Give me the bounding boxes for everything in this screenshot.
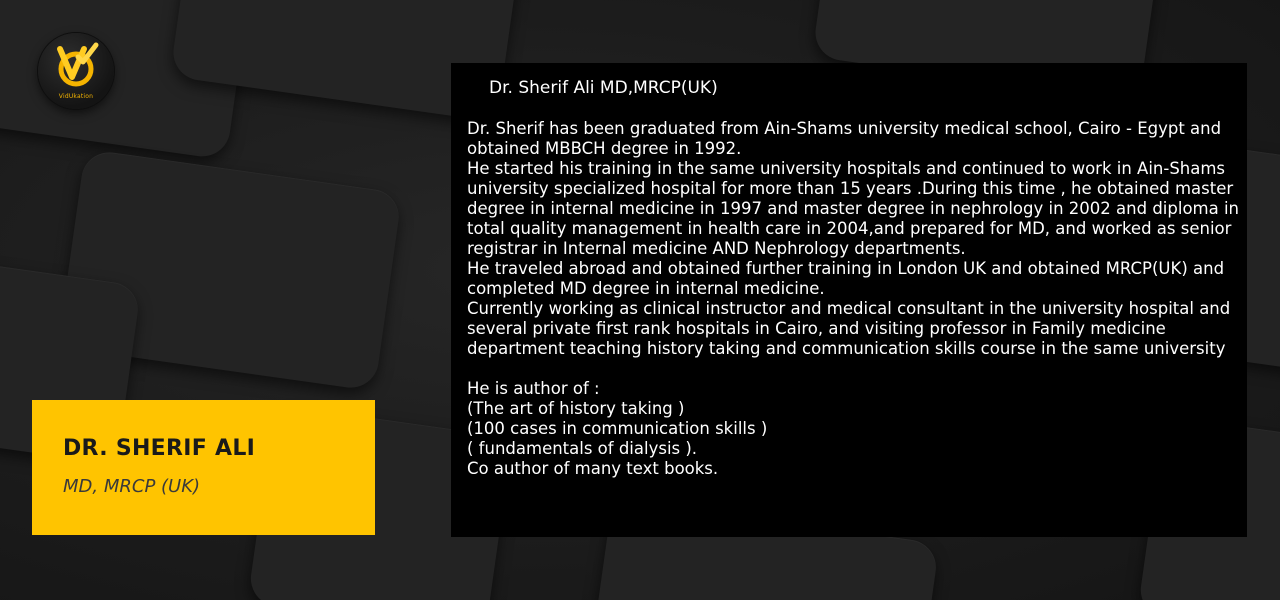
bio-panel	[451, 63, 1247, 537]
doctor-name: DR. SHERIF ALI	[63, 436, 256, 461]
book-item: Co author of many text books.	[467, 459, 719, 478]
doctor-credentials: MD, MRCP (UK)	[63, 476, 201, 497]
book-item: ( fundamentals of dialysis ).	[467, 439, 698, 458]
logo-v-check-icon	[50, 39, 102, 91]
vidukation-logo	[38, 33, 114, 109]
bio-paragraph: Currently working as clinical instructor and medical consultant in the university hospital and several private first rank hospitals in Cairo, and visiting professor in Family medicine department teaching history taking and communication skills course in the same university	[467, 299, 1231, 358]
book-item: (100 cases in communication skills )	[467, 419, 768, 438]
bio-heading: Dr. Sherif Ali MD,MRCP(UK)	[489, 78, 718, 98]
bio-paragraph: He started his training in the same university hospitals and continued to work in Ain-Shams university specialized hospital for more than 15 years .During this time , he obtained master degree in internal medicine in 1997 and master degree in nephrology in 2002 and diploma in total quality management in health care in 2004,and prepared for MD, and worked as senior registrar in Internal medicine AND Nephrology departments.	[467, 159, 1240, 258]
book-item: (The art of history taking )	[467, 399, 685, 418]
author-intro: He is author of :	[467, 379, 600, 398]
logo-text: VidUkation	[58, 93, 94, 100]
paragraph-spacer	[467, 359, 1245, 379]
bio-paragraph: He traveled abroad and obtained further training in London UK and obtained MRCP(UK) and completed MD degree in internal medicine.	[467, 259, 1225, 298]
name-card	[32, 400, 375, 535]
bio-body	[467, 119, 1245, 479]
bio-paragraph: Dr. Sherif has been graduated from Ain-Shams university medical school, Cairo - Egypt and obtained MBBCH degree in 1992.	[467, 119, 1222, 158]
